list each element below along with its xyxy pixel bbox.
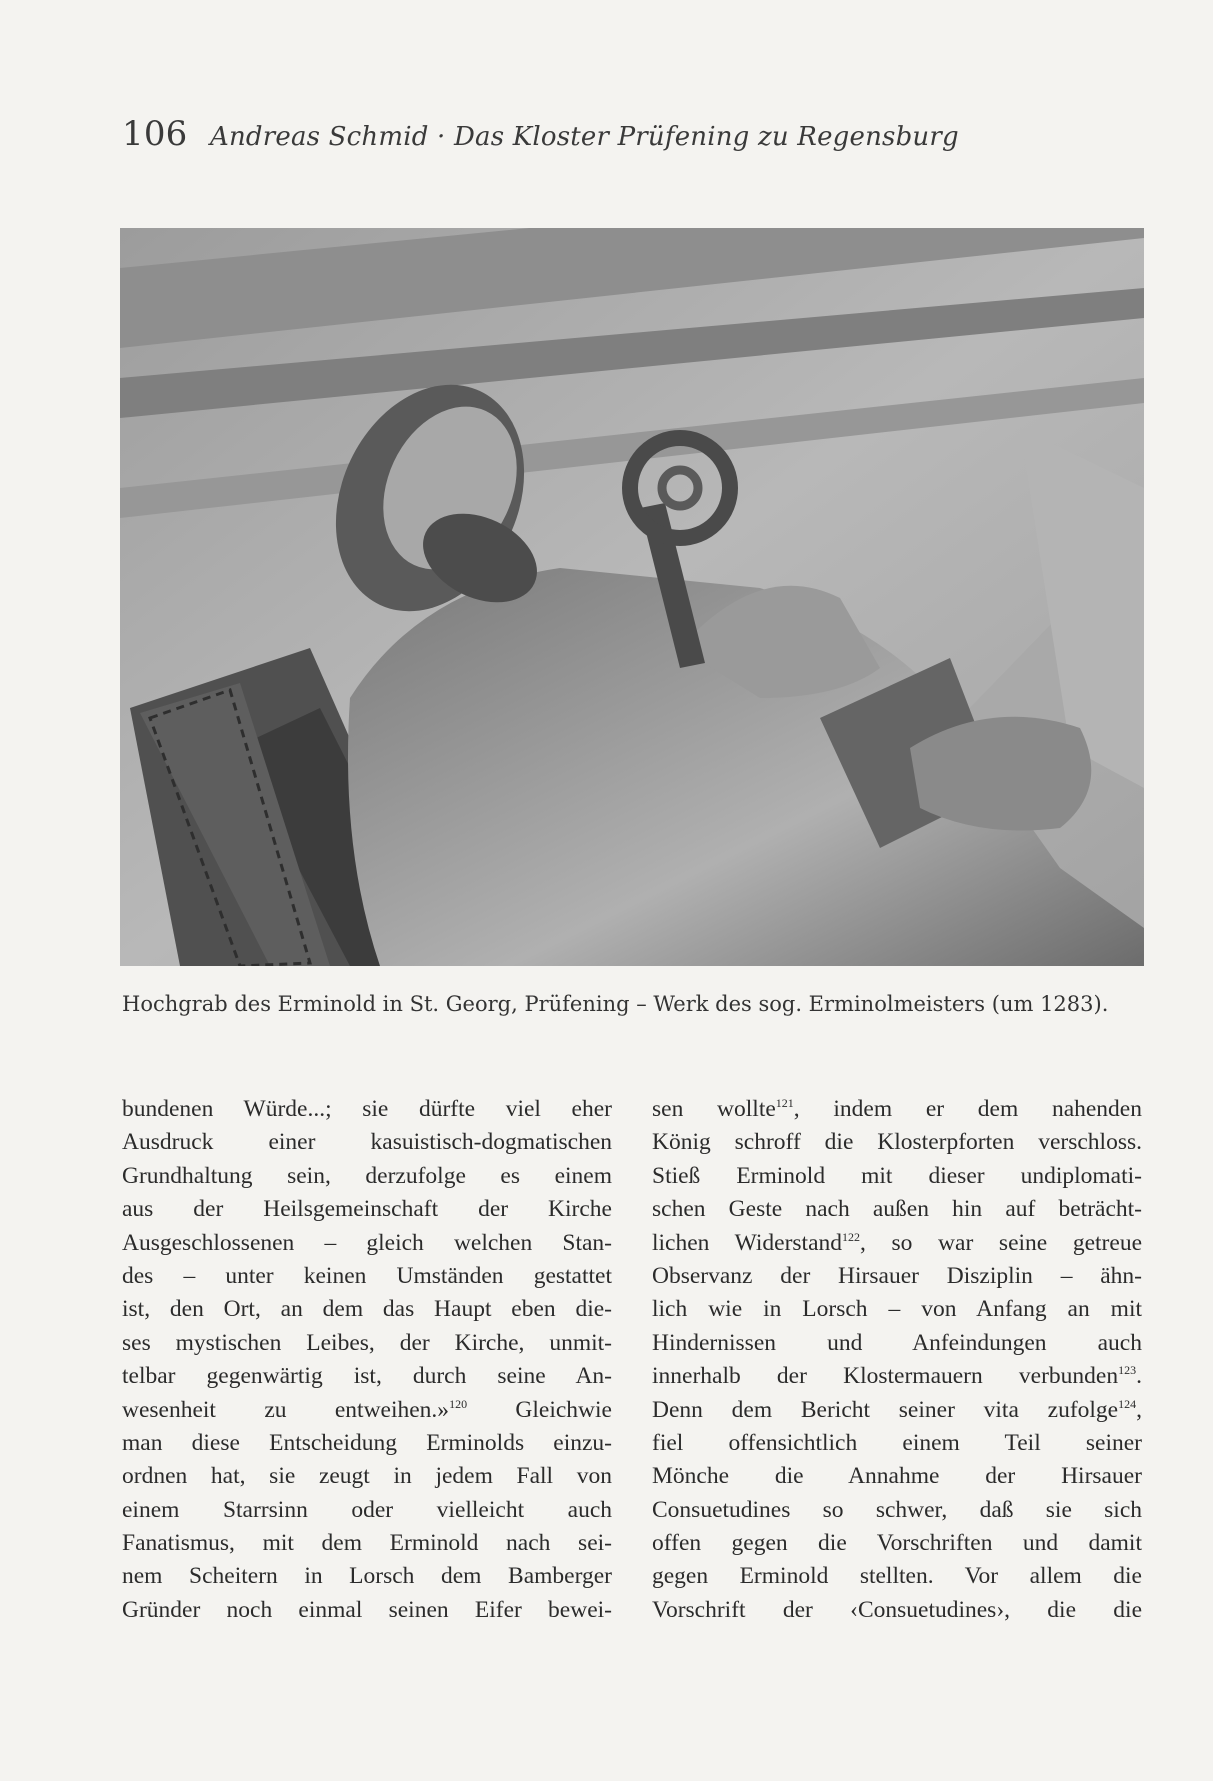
line-text: lich wie in Lorsch – von Anfang an mit [652,1296,1142,1323]
line-text: Fanatismus, mit dem Erminold nach sei- [122,1530,612,1557]
text-line [122,1126,612,1159]
line-text-continued: , so war seine getreue [860,1229,1142,1256]
line-text: lichen Widerstand [652,1229,843,1256]
line-text: König schroff die Klosterpforten verschloss. [652,1129,1142,1156]
text-line [122,1227,612,1260]
line-text: einem Starrsinn oder vielleicht auch [122,1496,612,1523]
running-title: Andreas Schmid · Das Kloster Prüfening zu Regensburg [209,122,959,152]
line-text: telbar gegenwärtig ist, durch seine An- [122,1363,612,1390]
line-text: sen wollte [652,1096,776,1122]
text-line [652,1327,1142,1360]
text-line [122,1594,612,1627]
text-line [122,1327,612,1360]
footnote-reference: 120 [449,1396,468,1411]
text-line [122,1394,612,1427]
line-text: Gründer noch einmal seinen Eifer bewei- [122,1596,612,1623]
text-line [122,1293,612,1326]
line-text: fiel offensichtlich einem Teil seiner [652,1429,1142,1456]
line-text: man diese Entscheidung Erminolds einzu- [122,1429,612,1456]
text-line [652,1427,1142,1460]
line-text-continued: Gleichwie [467,1396,612,1423]
line-text: Consuetudines so schwer, daß sie sich [652,1496,1142,1523]
text-line [652,1293,1142,1326]
text-line [122,1494,612,1527]
line-text: Ausgeschlossenen – gleich welchen Stan- [122,1229,612,1256]
text-line [652,1260,1142,1293]
line-text: ordnen hat, sie zeugt in jedem Fall von [122,1463,612,1490]
page-number: 106 [122,114,188,154]
line-text: innerhalb der Klostermauern verbunden [652,1363,1119,1390]
footnote-reference: 122 [842,1229,861,1244]
running-head [122,114,959,154]
line-text: Denn dem Bericht seiner vita zufolge [652,1396,1119,1423]
text-line [122,1527,612,1560]
text-line [652,1193,1142,1226]
text-line [652,1460,1142,1493]
line-text: Ausdruck einer kasuistisch-dogmatischen [122,1129,612,1156]
text-line [652,1227,1142,1260]
text-line [122,1560,612,1593]
text-line [122,1193,612,1226]
footnote-reference: 121 [775,1096,794,1110]
figure-caption: Hochgrab des Erminold in St. Georg, Prüfening – Werk des sog. Erminolmeisters (um 1283). [122,992,1109,1016]
line-text: Grundhaltung sein, derzufolge es einem [122,1162,612,1189]
footnote-reference: 123 [1118,1363,1137,1378]
text-line [652,1160,1142,1193]
text-line [652,1527,1142,1560]
right-text-column [652,1093,1142,1627]
line-text-continued: . [1136,1363,1142,1390]
text-line [652,1126,1142,1159]
line-text: bundenen Würde...; sie dürfte viel eher [122,1096,612,1122]
line-text-continued: , indem er dem nahenden [793,1096,1142,1122]
text-line [652,1360,1142,1393]
line-text: gegen Erminold stellten. Vor allem die [652,1563,1142,1590]
line-text: ses mystischen Leibes, der Kirche, unmit- [122,1329,612,1356]
line-text: aus der Heilsgemeinschaft der Kirche [122,1196,612,1223]
footnote-reference: 124 [1118,1396,1137,1411]
text-line [652,1560,1142,1593]
text-line [122,1160,612,1193]
tomb-effigy-photo [120,228,1144,966]
line-text: Observanz der Hirsauer Disziplin – ähn- [652,1262,1142,1289]
line-text: Stieß Erminold mit dieser undiplomati- [652,1162,1142,1189]
line-text: offen gegen die Vorschriften und damit [652,1530,1142,1557]
text-line [122,1427,612,1460]
text-line [122,1260,612,1293]
line-text: des – unter keinen Umständen gestattet [122,1262,612,1289]
text-line [652,1394,1142,1427]
text-line [122,1093,612,1126]
line-text-continued: , [1136,1396,1142,1423]
left-text-column [122,1093,612,1627]
line-text: Hindernissen und Anfeindungen auch [652,1329,1142,1356]
line-text: schen Geste nach außen hin auf beträcht- [652,1196,1142,1223]
line-text: Mönche die Annahme der Hirsauer [652,1463,1142,1490]
line-text: nem Scheitern in Lorsch dem Bamberger [122,1563,612,1590]
text-line [652,1594,1142,1627]
text-line [652,1494,1142,1527]
text-line [122,1460,612,1493]
line-text: ist, den Ort, an dem das Haupt eben die- [122,1296,612,1323]
text-line [652,1093,1142,1126]
line-text: Vorschrift der ‹Consuetudines›, die die [652,1596,1142,1623]
text-line [122,1360,612,1393]
line-text: wesenheit zu entweihen.» [122,1396,450,1423]
